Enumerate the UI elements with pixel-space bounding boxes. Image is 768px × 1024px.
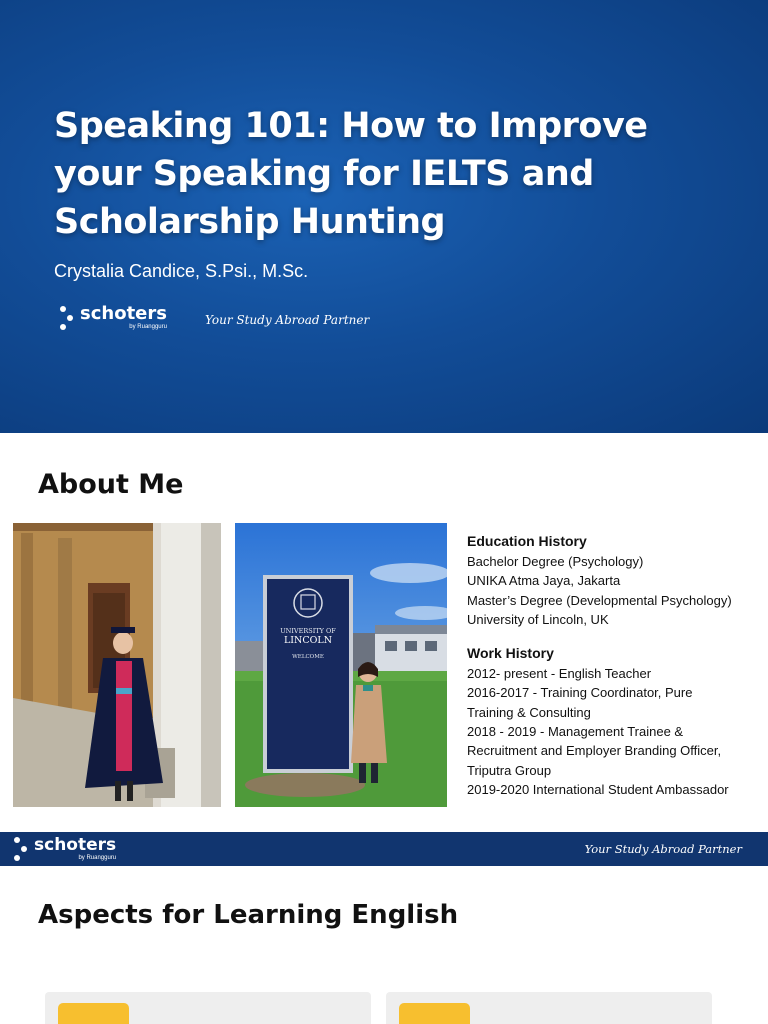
about-slide (0, 433, 768, 832)
logo-wordmark: schoters (80, 303, 167, 324)
work-item: 2019-2020 International Student Ambassador (467, 781, 729, 797)
sign-lincoln-text: LINCOLN (283, 635, 333, 646)
about-info (467, 531, 757, 799)
title-slide (0, 0, 768, 433)
logo-subtext: by Ruangguru (78, 855, 117, 861)
slide-title-line-2: your Speaking for IELTS and (54, 154, 594, 194)
author-name: Crystalia Candice, S.Psi., M.Sc. (54, 261, 309, 281)
slide-title-line-1: Speaking 101: How to Improve (54, 106, 648, 146)
aspect-card-tab (399, 1003, 470, 1024)
work-heading: Work History (467, 645, 554, 662)
work-item: Recruitment and Employer Branding Officer, (467, 743, 722, 759)
aspect-card (45, 992, 371, 1024)
aspects-slide (0, 866, 768, 1024)
work-item: 2012- present - English Teacher (467, 666, 652, 682)
aspect-card-tab (58, 1003, 129, 1024)
logo-subtext: by Ruangguru (129, 324, 167, 330)
about-title: About Me (38, 469, 184, 500)
schoters-logo-icon (60, 306, 74, 330)
schoters-logo-bar (14, 837, 116, 861)
schoters-logo-icon (14, 837, 28, 861)
education-heading: Education History (467, 533, 587, 549)
sign-university-text: UNIVERSITY OF (280, 627, 336, 635)
work-item: Training & Consulting (467, 704, 591, 720)
logo-wordmark: schoters (34, 835, 117, 855)
work-item: 2016-2017 - Training Coordinator, Pure (467, 685, 693, 701)
education-item: Bachelor Degree (Psychology) (467, 554, 644, 569)
schoters-logo (60, 305, 167, 330)
work-item: 2018 - 2019 - Management Trainee & (467, 724, 684, 740)
slide-title-line-3: Scholarship Hunting (54, 202, 446, 242)
education-item: UNIKA Atma Jaya, Jakarta (467, 573, 621, 589)
education-item: Master’s Degree (Developmental Psychology) (467, 592, 732, 608)
bar-tagline: Your Study Abroad Partner (584, 842, 742, 856)
university-sign-photo (235, 523, 447, 807)
sign-welcome-text: WELCOME (292, 654, 324, 660)
aspect-card (386, 992, 712, 1024)
aspects-title: Aspects for Learning English (38, 900, 459, 930)
graduation-photo (13, 523, 221, 807)
education-item: University of Lincoln, UK (467, 611, 609, 627)
slide-title (54, 102, 694, 246)
work-item: Triputra Group (467, 762, 552, 778)
tagline: Your Study Abroad Partner (205, 313, 370, 327)
